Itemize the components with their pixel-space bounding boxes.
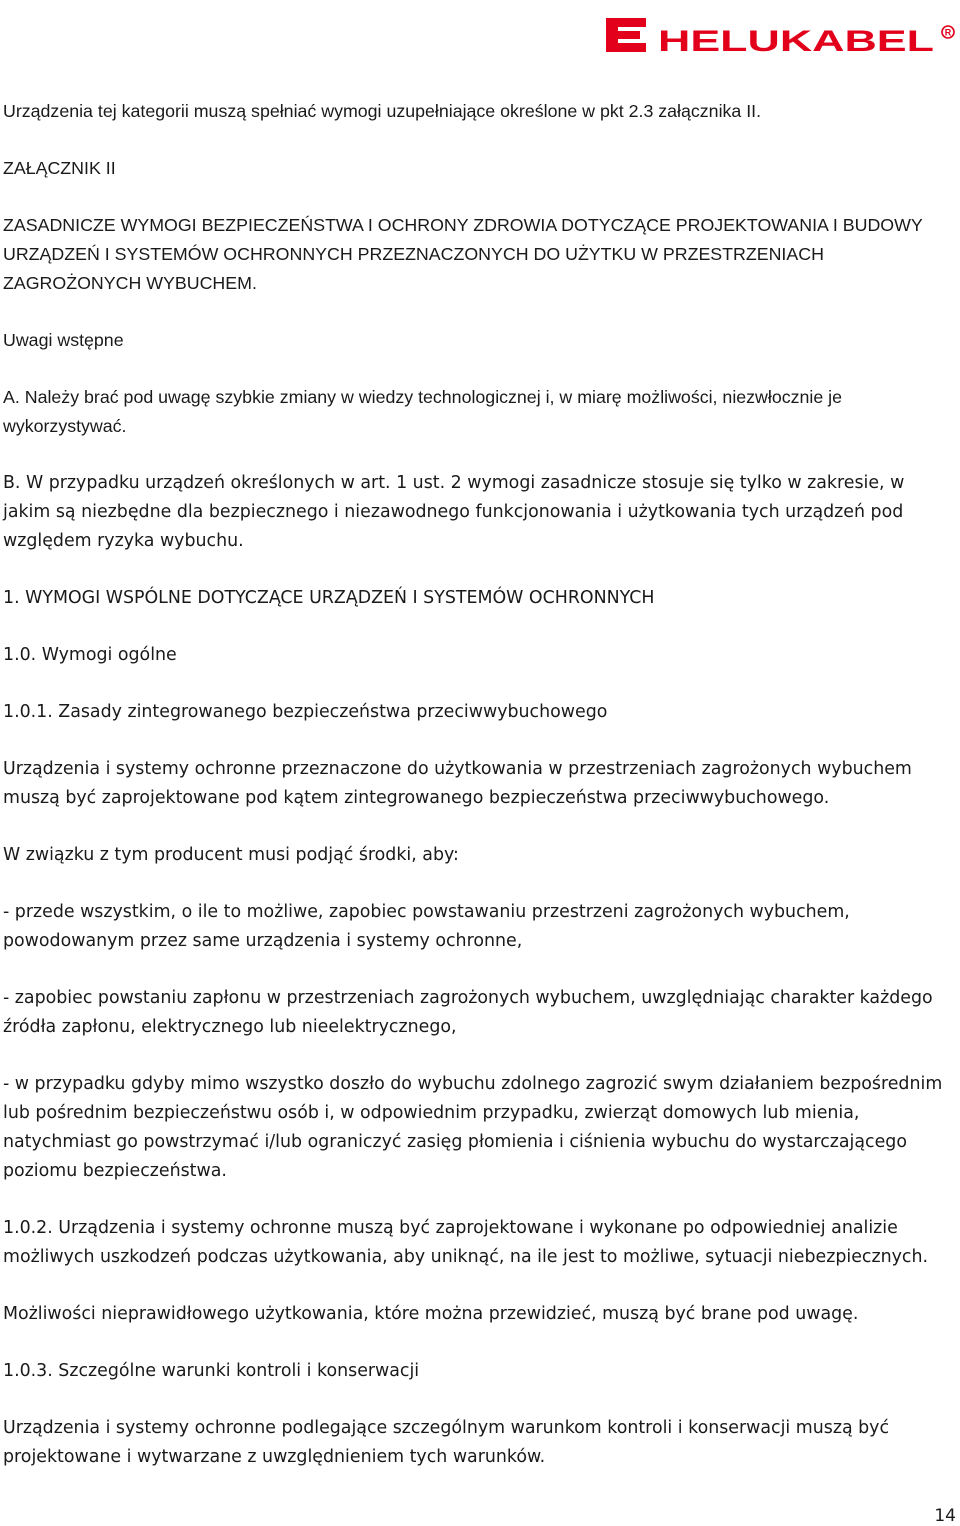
paragraph: B. W przypadku urządzeń określonych w art. 1 ust. 2 wymogi zasadnicze stosuje się tylko w zakresie, w jakim są niezbędne dla bezpiecznego i niezawodnego funkcjonowania i użytkowania tych urządzeń pod względem ryzyka wybuchu.: [3, 473, 905, 551]
paragraph: - zapobiec powstaniu zapłonu w przestrzeniach zagrożonych wybuchem, uwzględniając charakter każdego źródła zapłonu, elektrycznego lub nieelektrycznego,: [3, 988, 933, 1037]
paragraph: - przede wszystkim, o ile to możliwe, zapobiec powstawaniu przestrzeni zagrożonych wybuchem, powodowanym przez same urządzenia i systemy ochronne,: [3, 902, 850, 951]
page-number: 14: [934, 1506, 956, 1526]
paragraph: Urządzenia tej kategorii muszą spełniać wymogi uzupełniające określone w pkt 2.3 załącznika II.: [3, 101, 762, 121]
paragraph: 1. WYMOGI WSPÓLNE DOTYCZĄCE URZĄDZEŃ I SYSTEMÓW OCHRONNYCH: [3, 588, 655, 608]
paragraph: Uwagi wstępne: [3, 330, 124, 350]
paragraph: ZAŁĄCZNIK II: [3, 158, 116, 178]
paragraph: 1.0.1. Zasady zintegrowanego bezpieczeństwa przeciwwybuchowego: [3, 702, 608, 722]
logo-wordmark: HELUKABEL: [658, 25, 934, 56]
paragraph: 1.0.3. Szczególne warunki kontroli i konserwacji: [3, 1361, 420, 1381]
paragraph: ZASADNICZE WYMOGI BEZPIECZEŃSTWA I OCHRONY ZDROWIA DOTYCZĄCE PROJEKTOWANIA I BUDOWY URZĄDZEŃ I SYSTEMÓW OCHRONNYCH PRZEZNACZONYCH DO UŻYTKU W PRZESTRZENIACH ZAGROŻONYCH WYBUCHEM.: [3, 215, 923, 293]
paragraph: Możliwości nieprawidłowego użytkowania, które można przewidzieć, muszą być brane pod uwagę.: [3, 1304, 859, 1324]
paragraph: Urządzenia i systemy ochronne podlegające szczególnym warunkom kontroli i konserwacji muszą być projektowane i wytwarzane z uwzględnieniem tych warunków.: [3, 1418, 890, 1467]
paragraph: W związku z tym producent musi podjąć środki, aby:: [3, 845, 459, 865]
paragraph: Urządzenia i systemy ochronne przeznaczone do użytkowania w przestrzeniach zagrożonych wybuchem muszą być zaprojektowane pod kątem zintegrowanego bezpieczeństwa przeciwwybuchowego.: [3, 759, 912, 808]
paragraph: 1.0.2. Urządzenia i systemy ochronne muszą być zaprojektowane i wykonane po odpowiedniej analizie możliwych uszkodzeń podczas użytkowania, aby uniknąć, na ile jest to możliwe, sytuacji niebezpiecznych.: [3, 1218, 929, 1267]
helukabel-logo-mark: [606, 14, 958, 56]
paragraph: 1.0. Wymogi ogólne: [3, 645, 177, 665]
document-body: [3, 97, 948, 1500]
svg-text:R: R: [944, 27, 952, 38]
paragraph: - w przypadku gdyby mimo wszystko doszło do wybuchu zdolnego zagrozić swym działaniem bezpośrednim lub pośrednim bezpieczeństwu osób i, w odpowiednim przypadku, zwierząt domowych lub mienia, natychmiast go powstrzymać i/lub ograniczyć zasięg płomienia i ciśnienia wybuchu do wystarczającego poziomu bezpieczeństwa.: [3, 1074, 943, 1181]
paragraph: A. Należy brać pod uwagę szybkie zmiany w wiedzy technologicznej i, w miarę możliwości, niezwłocznie je wykorzystywać.: [3, 387, 843, 436]
helukabel-logo: [606, 14, 958, 56]
